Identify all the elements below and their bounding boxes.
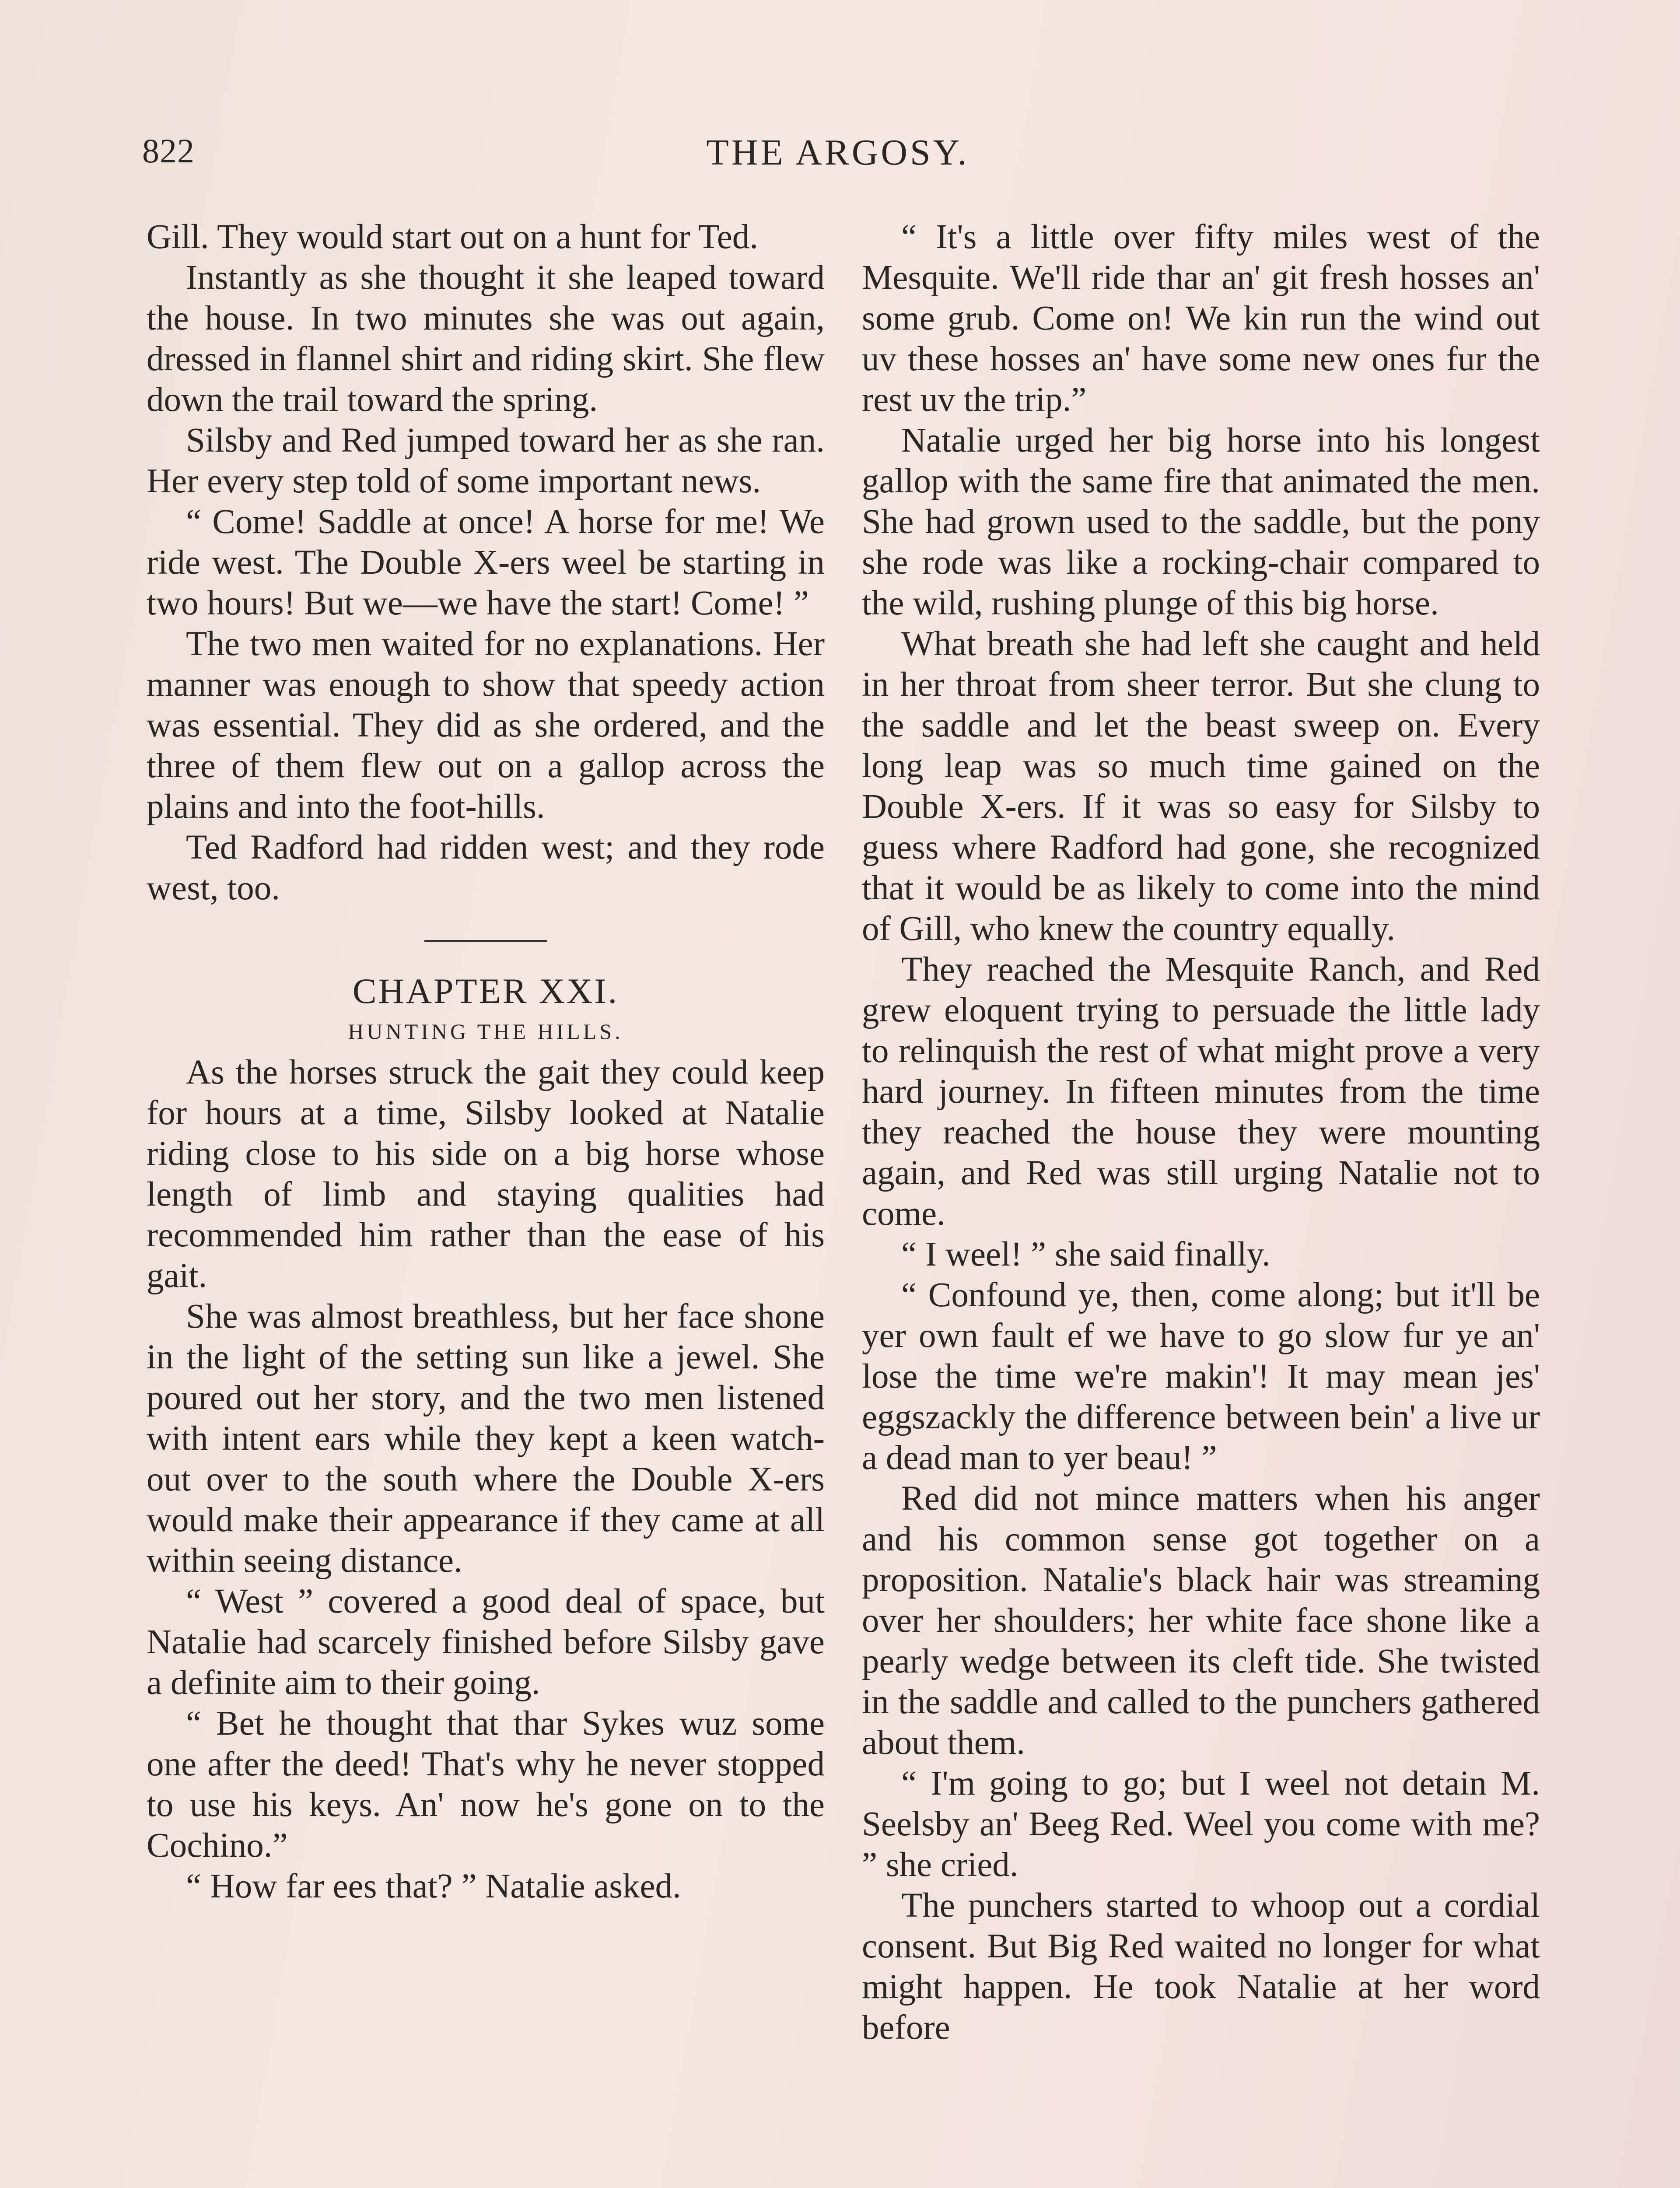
left-column xyxy=(147,217,825,1907)
chapter-subtitle: HUNTING THE HILLS. xyxy=(348,1019,623,1044)
paragraph: Natalie urged her big horse into his longest gallop with the same fire that animated the men. She had grown used to the saddle, but the pony she rode was like a rocking-chair compared to the wild, rushing plunge of this big horse. xyxy=(862,421,1540,622)
paragraph: She was almost breathless, but her face shone in the light of the setting sun like a jewel. She poured out her story, and the two men listened with intent ears while they kept a keen watch-out over to the south where the Double X-ers would make their appearance if they came at all within seeing distance. xyxy=(147,1297,825,1580)
page-number: 822 xyxy=(142,132,195,170)
paragraph: Instantly as she thought it she leaped toward the house. In two minutes she was out again, dressed in flannel shirt and riding skirt. She flew down the trail toward the spring. xyxy=(147,259,825,419)
paragraph: They reached the Mesquite Ranch, and Red grew eloquent trying to persuade the little lady to relinquish the rest of what might prove a very hard journey. In fifteen minutes from the time they reached the house they were mounting again, and Red was still urging Natalie not to come. xyxy=(862,950,1540,1233)
paragraph: “ I'm going to go; but I weel not detain M. Seelsby an' Beeg Red. Weel you come with me? ” she cried. xyxy=(862,1764,1540,1884)
paragraph: “ I weel! ” she said finally. xyxy=(901,1235,1270,1273)
paragraph: Ted Radford had ridden west; and they rode west, too. xyxy=(147,828,825,907)
paragraph: “ Come! Saddle at once! A horse for me! We ride west. The Double X-ers weel be starting in two hours! But we—we have the start! Come! ” xyxy=(147,503,825,622)
paragraph: As the horses struck the gait they could keep for hours at a time, Silsby looked at Natalie riding close to his side on a big horse whose length of limb and staying qualities had recommended him rather than the ease of his gait. xyxy=(147,1053,825,1295)
paragraph: Red did not mince matters when his anger and his common sense got together on a proposition. Natalie's black hair was streaming over her shoulders; her white face shone like a pearly wedge between its cleft tide. She twisted in the saddle and called to the punchers gathered about them. xyxy=(862,1480,1540,1762)
right-column xyxy=(862,217,1540,2048)
page-header xyxy=(142,131,1533,188)
paragraph: “ West ” covered a good deal of space, but Natalie had scarcely finished before Silsby gave a definite aim to their going. xyxy=(147,1582,825,1702)
paragraph: Gill. They would start out on a hunt for Ted. xyxy=(147,218,759,256)
paragraph: The punchers started to whoop out a cordial consent. But Big Red waited no longer for what might happen. He took Natalie at her word before xyxy=(862,1886,1540,2047)
running-title: THE ARGOSY. xyxy=(706,132,970,173)
paragraph: The two men waited for no explanations. Her manner was enough to show that speedy action was essential. They did as she ordered, and the three of them flew out on a gallop across the plains and into the foot-hills. xyxy=(147,625,825,826)
paragraph: What breath she had left she caught and held in her throat from sheer terror. But she clung to the saddle and let the beast sweep on. Every long leap was so much time gained on the Double X-ers. If it was so easy for Silsby to guess where Radford had gone, she recognized that it would be as likely to come into the mind of Gill, who knew the country equally. xyxy=(862,625,1540,948)
paragraph: “ Bet he thought that thar Sykes wuz some one after the deed! That's why he never stopped to use his keys. An' now he's gone on to the Cochino.” xyxy=(147,1704,825,1865)
paragraph: Silsby and Red jumped toward her as she ran. Her every step told of some important news. xyxy=(147,421,825,500)
chapter-title: CHAPTER XXI. xyxy=(352,971,619,1011)
paragraph: “ It's a little over fifty miles west of the Mesquite. We'll ride thar an' git fresh hosses an' some grub. Come on! We kin run the wind out uv these hosses an' have some new ones fur the rest uv the trip.” xyxy=(862,218,1540,419)
section-divider xyxy=(424,940,547,942)
paragraph: “ How far ees that? ” Natalie asked. xyxy=(186,1867,681,1905)
paragraph: “ Confound ye, then, come along; but it'll be yer own fault ef we have to go slow fur ye an' lose the time we're makin'! It may mean jes' eggszackly the difference between bein' a live ur a dead man to yer beau! ” xyxy=(862,1276,1540,1477)
